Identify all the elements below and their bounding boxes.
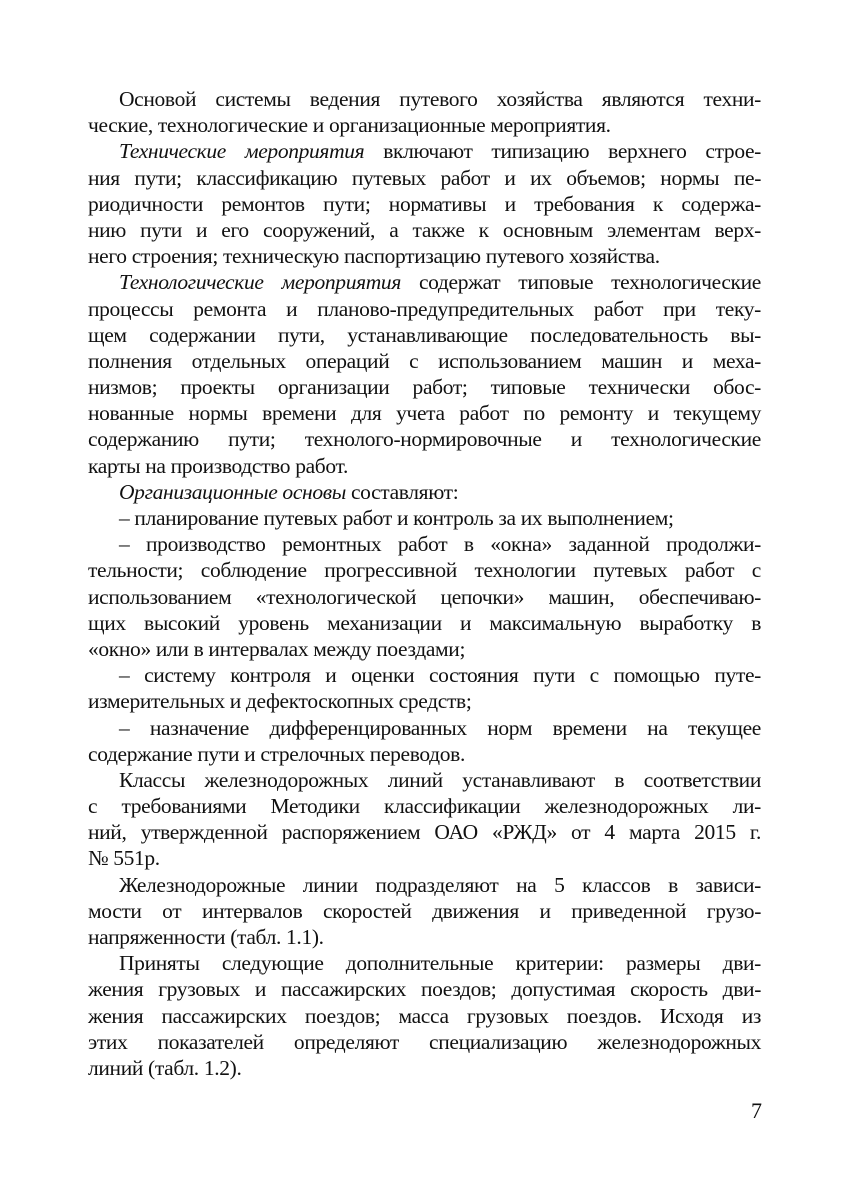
line-text: ния пути; классификацию путевых работ и их объемов; нормы пе- bbox=[88, 165, 761, 190]
line-text: полнения отдельных операций с использованием машин и меха- bbox=[88, 348, 761, 373]
text-line bbox=[88, 112, 761, 138]
text-line bbox=[88, 138, 761, 164]
line-text: – систему контроля и оценки состояния пути с помощью путе- bbox=[119, 663, 761, 688]
line-text: нию пути и его сооружений, а также к основным элементам верх- bbox=[88, 217, 761, 242]
text-line bbox=[88, 741, 761, 767]
paragraph bbox=[88, 767, 761, 872]
text-line bbox=[88, 636, 761, 662]
line-text: – планирование путевых работ и контроль за их выполнением; bbox=[119, 506, 674, 530]
text-line bbox=[88, 819, 761, 845]
text-line bbox=[88, 296, 761, 322]
line-text: содержанию пути; технолого-нормировочные и технологические bbox=[88, 427, 761, 452]
line-text: измерительных и дефектоскопных средств; bbox=[88, 689, 472, 714]
line-text: ческие, технологические и организационные мероприятия. bbox=[88, 113, 611, 138]
line-text: низмов; проекты организации работ; типовые технически обос- bbox=[88, 375, 761, 400]
text-line bbox=[88, 976, 761, 1002]
line-text: «окно» или в интервалах между поездами; bbox=[88, 636, 466, 661]
line-text: содержат типовые технологические bbox=[400, 270, 761, 295]
text-line bbox=[88, 165, 761, 191]
text-line bbox=[88, 531, 761, 557]
line-text: включают типизацию верхнего строе- bbox=[364, 139, 761, 164]
text-line bbox=[88, 610, 761, 636]
line-text: напряженности (табл. 1.1). bbox=[88, 925, 324, 949]
line-text: с требованиями Методики классификации железнодорожных ли- bbox=[88, 794, 761, 819]
line-text: нованные нормы времени для учета работ по ремонту и текущему bbox=[88, 401, 761, 426]
line-text: составляют: bbox=[345, 479, 459, 504]
italic-term: Технологические мероприятия bbox=[119, 270, 401, 295]
text-line bbox=[88, 348, 761, 374]
line-text: Железнодорожные линии подразделяют на 5 классов в зависи- bbox=[119, 872, 761, 897]
paragraph bbox=[88, 505, 761, 531]
text-line bbox=[88, 584, 761, 610]
text-line bbox=[88, 453, 761, 479]
line-text: него строения; техническую паспортизацию путевого хозяйства. bbox=[88, 244, 660, 269]
line-text: Приняты следующие дополнительные критерии: размеры дви- bbox=[119, 951, 761, 976]
text-line bbox=[88, 1029, 761, 1055]
paragraph bbox=[88, 950, 761, 1081]
line-text: этих показателей определяют специализацию железнодорожных bbox=[88, 1029, 761, 1054]
line-text: процессы ремонта и планово-предупредительных работ при теку- bbox=[88, 296, 761, 321]
line-text: мости от интервалов скоростей движения и приведенной грузо- bbox=[88, 898, 761, 923]
text-line bbox=[88, 1003, 761, 1029]
line-text: щих высокий уровень механизации и максимальную выработку в bbox=[88, 610, 761, 635]
line-text: карты на производство работ. bbox=[88, 453, 348, 478]
paragraph bbox=[88, 715, 761, 767]
text-line bbox=[88, 845, 761, 871]
text-line bbox=[88, 793, 761, 819]
line-text: Классы железнодорожных линий устанавливают в соответствии bbox=[119, 767, 761, 792]
text-line bbox=[88, 898, 761, 924]
line-text: тельности; соблюдение прогрессивной технологии путевых работ с bbox=[88, 558, 761, 583]
line-text: – производство ремонтных работ в «окна» заданной продолжи- bbox=[119, 532, 761, 557]
paragraph bbox=[88, 662, 761, 714]
text-line bbox=[88, 217, 761, 243]
paragraph bbox=[88, 86, 761, 138]
paragraph bbox=[88, 138, 761, 269]
line-text: № 551р. bbox=[88, 846, 160, 871]
text-line bbox=[88, 688, 761, 714]
text-line bbox=[88, 767, 761, 793]
line-text: жения грузовых и пассажирских поездов; допустимая скорость дви- bbox=[88, 977, 761, 1002]
line-text: Основой системы ведения путевого хозяйства являются техни- bbox=[119, 87, 761, 111]
text-line bbox=[88, 86, 761, 112]
paragraph bbox=[88, 872, 761, 951]
text-line bbox=[88, 243, 761, 269]
paragraph bbox=[88, 531, 761, 662]
paragraph bbox=[88, 479, 761, 505]
text-line bbox=[88, 269, 761, 295]
line-text: щем содержании пути, устанавливающие последовательность вы- bbox=[88, 322, 761, 347]
line-text: линий (табл. 1.2). bbox=[88, 1055, 242, 1080]
text-line bbox=[88, 950, 761, 976]
text-line bbox=[88, 924, 761, 950]
line-text: риодичности ремонтов пути; нормативы и требования к содержа- bbox=[88, 191, 761, 216]
italic-term: Технические мероприятия bbox=[119, 139, 365, 164]
text-line bbox=[88, 191, 761, 217]
text-line bbox=[88, 1055, 761, 1081]
text-line bbox=[88, 505, 761, 531]
text-line bbox=[88, 322, 761, 348]
text-line bbox=[88, 479, 761, 505]
text-line bbox=[88, 872, 761, 898]
page-number: 7 bbox=[751, 1098, 762, 1123]
text-line bbox=[88, 715, 761, 741]
line-text: содержание пути и стрелочных переводов. bbox=[88, 741, 465, 766]
italic-term: Организационные основы bbox=[119, 479, 346, 504]
line-text: ний, утвержденной распоряжением ОАО «РЖД» от 4 марта 2015 г. bbox=[88, 820, 761, 845]
line-text: использованием «технологической цепочки» машин, обеспечиваю- bbox=[88, 584, 761, 609]
line-text: – назначение дифференцированных норм времени на текущее bbox=[119, 715, 761, 740]
text-line bbox=[88, 662, 761, 688]
text-line bbox=[88, 400, 761, 426]
text-line bbox=[88, 557, 761, 583]
text-line bbox=[88, 426, 761, 452]
page-body bbox=[88, 86, 761, 1081]
line-text: жения пассажирских поездов; масса грузовых поездов. Исходя из bbox=[88, 1003, 761, 1028]
paragraph bbox=[88, 269, 761, 479]
text-line bbox=[88, 374, 761, 400]
